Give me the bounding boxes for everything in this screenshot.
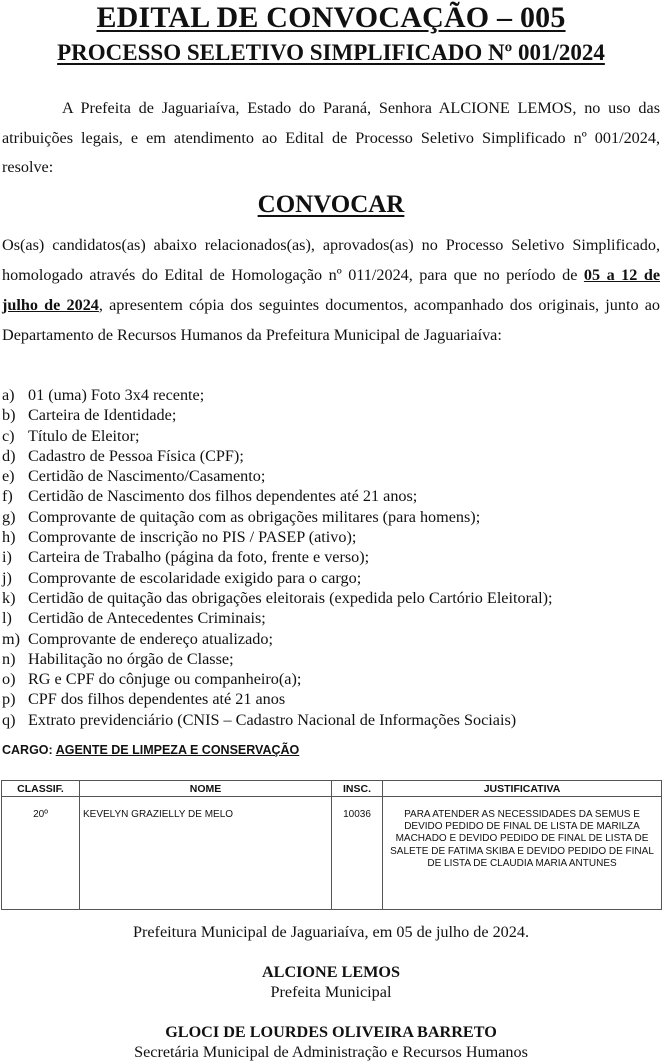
document-text: RG e CPF do cônjuge ou companheiro(a);	[28, 670, 302, 689]
document-item	[2, 527, 660, 547]
document-item	[2, 629, 660, 649]
document-marker: j)	[2, 568, 12, 587]
signatory-name: GLOCI DE LOURDES OLIVEIRA BARRETO	[165, 1023, 497, 1041]
document-text: Comprovante de inscrição no PIS / PASEP (ativo);	[28, 528, 357, 547]
cargo-line	[2, 742, 299, 758]
document-text: Certidão de Antecedentes Criminais;	[28, 609, 266, 628]
signatory-name: ALCIONE LEMOS	[261, 963, 401, 981]
cargo-value: AGENTE DE LIMPEZA E CONSERVAÇÃO	[55, 743, 300, 757]
document-item	[2, 649, 660, 669]
header-nome: NOME	[80, 781, 332, 797]
intro-paragraph	[2, 94, 660, 183]
document-item	[2, 466, 660, 486]
document-text: 01 (uma) Foto 3x4 recente;	[28, 386, 205, 404]
cargo-label: CARGO:	[2, 743, 53, 757]
document-text: Título de Eleitor;	[28, 426, 140, 445]
document-marker: a)	[2, 386, 15, 404]
document-text: Comprovante de escolaridade exigido para o cargo;	[28, 568, 362, 587]
document-text: CPF dos filhos dependentes até 21 anos	[28, 690, 286, 709]
candidates-table	[1, 780, 662, 910]
document-marker: d)	[2, 446, 16, 465]
cell-insc: 10036	[332, 797, 383, 910]
header-insc: INSC.	[332, 781, 383, 797]
document-marker: e)	[2, 467, 15, 486]
document-item	[2, 588, 660, 608]
document-item	[2, 486, 660, 506]
document-text: Cadastro de Pessoa Física (CPF);	[28, 446, 244, 465]
document-item	[2, 446, 660, 466]
document-item	[2, 608, 660, 628]
document-marker: g)	[2, 507, 16, 526]
edital-title: EDITAL DE CONVOCAÇÃO – 005	[96, 1, 566, 34]
document-marker: i)	[2, 548, 12, 567]
document-marker: p)	[2, 690, 16, 709]
document-item	[2, 710, 660, 730]
document-item	[2, 405, 660, 425]
document-item	[2, 689, 660, 709]
edital-subtitle: PROCESSO SELETIVO SIMPLIFICADO Nº 001/2024	[57, 40, 605, 65]
body-paragraph	[2, 230, 660, 350]
document-item	[2, 385, 660, 405]
document-marker: n)	[2, 649, 16, 668]
document-text: Certidão de Nascimento dos filhos dependentes até 21 anos;	[28, 487, 418, 506]
document-item	[2, 568, 660, 588]
document-text: Extrato previdenciário (CNIS – Cadastro Nacional de Informações Sociais)	[28, 710, 517, 729]
document-item	[2, 547, 660, 567]
convocation-period: 05 a 12 de julho de 2024	[2, 266, 661, 314]
document-marker: k)	[2, 588, 16, 607]
document-marker: l)	[2, 609, 12, 628]
action-heading: CONVOCAR	[257, 191, 405, 218]
document-marker: h)	[2, 528, 16, 547]
document-marker: c)	[2, 426, 15, 445]
document-text: Habilitação no órgão de Classe;	[28, 649, 234, 668]
intro-text: A Prefeita de Jaguariaíva, Estado do Paraná, Senhora ALCIONE LEMOS, no uso das atribuições legais, e em atendimento ao Edital de Processo Seletivo Simplificado nº 001/2024, resolve:	[2, 99, 660, 176]
cell-justificativa: PARA ATENDER AS NECESSIDADES DA SEMUS E DEVIDO PEDIDO DE FINAL DE LISTA DE MARILZA MACHADO E DEVIDO PEDIDO DE FINAL DE LISTA DE SALETE DE FATIMA SKIBA E DEVIDO PEDIDO DE FINAL DE LISTA DE CLAUDIA MARIA ANTUNES	[383, 797, 662, 910]
document-text: Carteira de Trabalho (página da foto, frente e verso);	[28, 548, 370, 567]
header-justificativa: JUSTIFICATIVA	[383, 781, 662, 797]
table-row	[2, 797, 662, 910]
document-item	[2, 669, 660, 689]
cell-nome: KEVELYN GRAZIELLY DE MELO	[80, 797, 332, 910]
documents-list	[2, 385, 660, 730]
signatory-role: Prefeita Municipal	[270, 983, 392, 1001]
document-marker: q)	[2, 710, 16, 729]
table-header-row	[2, 781, 662, 797]
document-text: Comprovante de quitação com as obrigações militares (para homens);	[28, 507, 481, 526]
document-text: Certidão de Nascimento/Casamento;	[28, 467, 266, 486]
document-marker: o)	[2, 670, 16, 689]
body-text-before: Os(as) candidatos(as) abaixo relacionados(as), aprovados(as) no Processo Seletivo Simplificado, homologado através do Edital de Homologação nº 011/2024, para que no período de	[2, 236, 660, 284]
body-text-after: , apresentem cópia dos seguintes documentos, acompanhado dos originais, junto ao Departamento de Recursos Humanos da Prefeitura Municipal de Jaguariaíva:	[2, 296, 660, 344]
header-classif: CLASSIF.	[2, 781, 80, 797]
cell-classif: 20º	[2, 797, 80, 910]
document-text: Certidão de quitação das obrigações eleitorais (expedida pelo Cartório Eleitoral);	[28, 588, 553, 607]
closing-line: Prefeitura Municipal de Jaguariaíva, em 05 de julho de 2024.	[132, 923, 530, 941]
document-marker: m)	[2, 629, 20, 648]
document-marker: b)	[2, 406, 16, 425]
document-marker: f)	[2, 487, 13, 506]
document-item	[2, 426, 660, 446]
document-text: Carteira de Identidade;	[28, 406, 177, 425]
document-text: Comprovante de endereço atualizado;	[28, 629, 273, 648]
signatory-role: Secretária Municipal de Administração e Recursos Humanos	[134, 1043, 528, 1061]
document-item	[2, 507, 660, 527]
